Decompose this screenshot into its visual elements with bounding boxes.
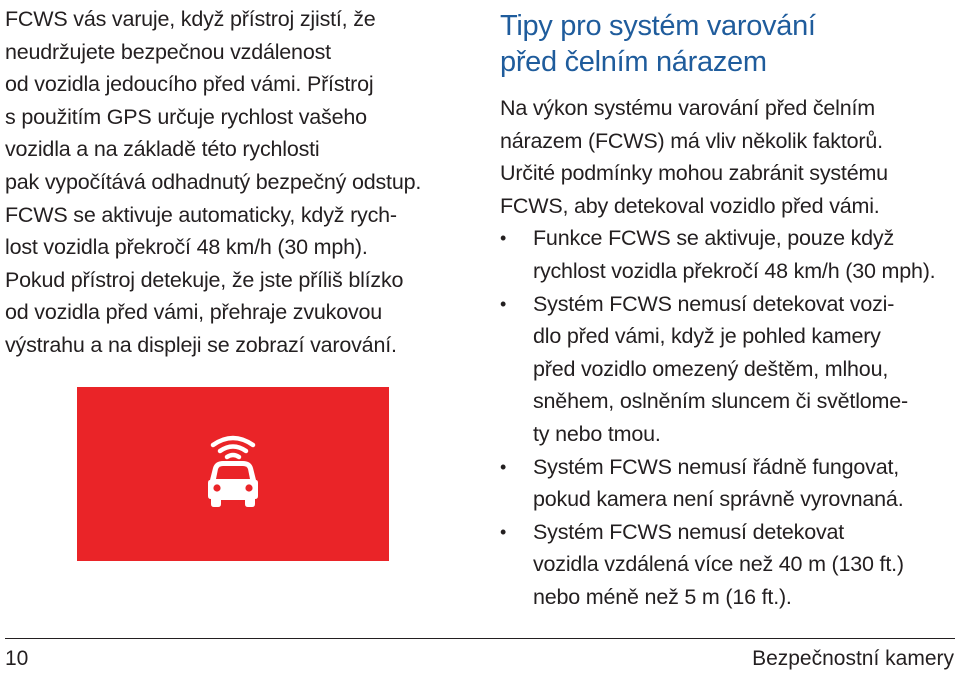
section-heading [500, 8, 955, 80]
list-item-line: nebo méně než 5 m (16 ft.). [533, 584, 792, 609]
list-item [500, 288, 955, 451]
list-item [500, 516, 955, 614]
fcws-warning-screen [77, 387, 389, 561]
list-item-line: před vozidlo omezený deštěm, mlhou, [533, 356, 889, 381]
list-item-line: Systém FCWS nemusí řádně fungovat, [533, 454, 900, 479]
list-item-line: ty nebo tmou. [533, 421, 661, 446]
list-item-line: sněhem, oslněním sluncem či světlome- [533, 389, 908, 414]
body-text-line: neudržujete bezpečnou vzdálenost [5, 39, 331, 64]
left-column [5, 3, 450, 362]
body-text-line: výstrahu a na displeji se zobrazí varování. [5, 332, 397, 357]
body-text-line: FCWS, aby detekoval vozidlo před vámi. [500, 193, 880, 218]
list-item [500, 451, 955, 516]
list-item-line: pokud kamera není správně vyrovnaná. [533, 487, 904, 512]
bullet-icon: • [500, 293, 507, 314]
list-item-line: Funkce FCWS se aktivuje, pouze když [533, 226, 895, 251]
list-item-line: dlo před vámi, když je pohled kamery [533, 324, 881, 349]
body-text-line: Určité podmínky mohou zabránit systému [500, 161, 888, 186]
forward-collision-warning-icon [199, 432, 267, 507]
list-item-line: vozidla vzdálená více než 40 m (130 ft.) [533, 552, 904, 577]
heading-line: před čelním nárazem [500, 46, 767, 78]
body-text-line: Pokud přístroj detekuje, že jste příliš blízko [5, 267, 404, 292]
bullet-icon: • [500, 456, 507, 477]
right-column [500, 8, 955, 614]
body-text-line: Na výkon systému varování před čelním [500, 96, 875, 120]
body-text-line: vozidla a na základě této rychlosti [5, 137, 320, 162]
list-item-line: Systém FCWS nemusí detekovat vozi- [533, 291, 895, 316]
bullet-icon: • [500, 228, 507, 249]
bullet-icon: • [500, 521, 507, 542]
body-text-line: s použitím GPS určuje rychlost vašeho [5, 104, 367, 129]
heading-line: Tipy pro systém varování [500, 10, 816, 42]
footer-section-name: Bezpečnostní kamery [752, 647, 954, 670]
body-text-line: FCWS vás varuje, když přístroj zjistí, že [5, 7, 376, 31]
list-item-line: rychlost vozidla překročí 48 km/h (30 mph). [533, 258, 936, 283]
body-text-line: od vozidla jedoucího před vámi. Přístroj [5, 72, 374, 97]
body-text-line: lost vozidla překročí 48 km/h (30 mph). [5, 235, 368, 260]
list-item-line: Systém FCWS nemusí detekovat [533, 519, 845, 544]
body-text-line: pak vypočítává odhadnutý bezpečný odstup. [5, 169, 422, 194]
footer-divider [5, 638, 955, 639]
page-number: 10 [5, 647, 29, 670]
list-item [500, 222, 955, 287]
body-text-line: FCWS se aktivuje automaticky, když rych- [5, 202, 397, 227]
intro-paragraph [500, 92, 955, 222]
body-text-line: nárazem (FCWS) má vliv několik faktorů. [500, 128, 883, 153]
body-text-line: od vozidla před vámi, přehraje zvukovou [5, 300, 383, 325]
tips-list [500, 222, 955, 613]
